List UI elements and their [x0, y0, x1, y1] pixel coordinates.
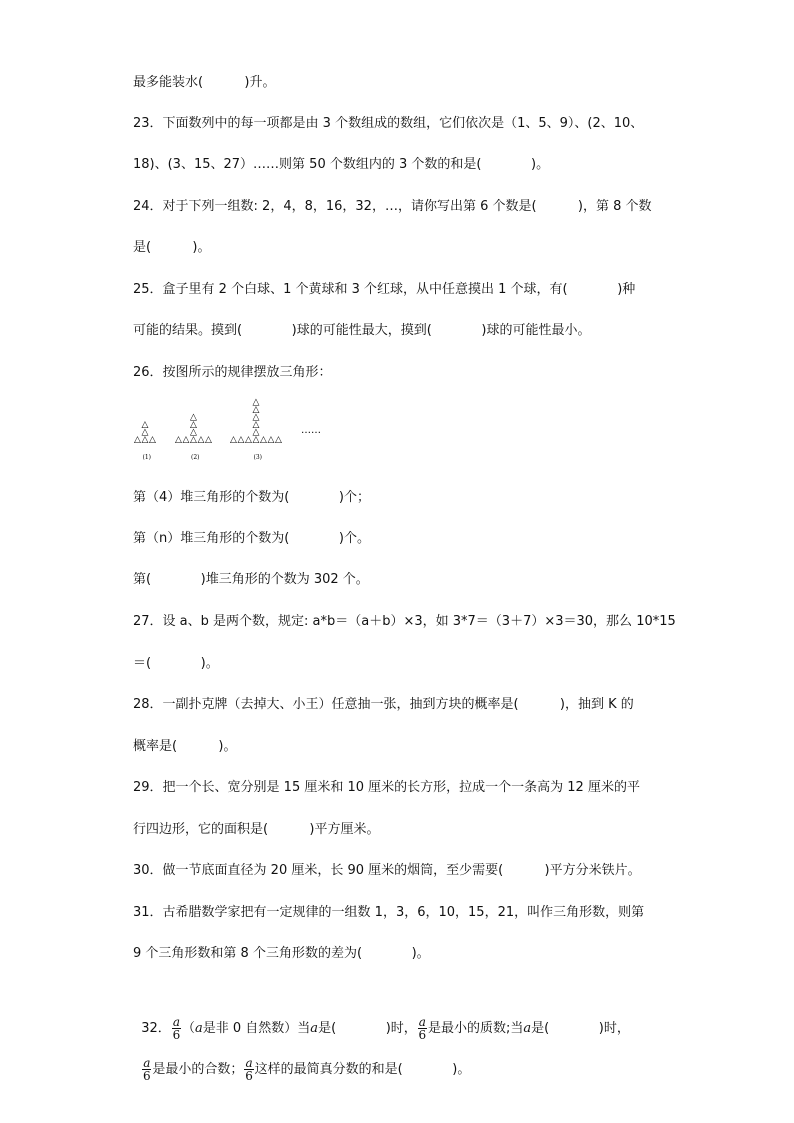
- q32-text-p4: 是最小的质数;当: [427, 1021, 524, 1036]
- triangle-icon: △: [141, 420, 149, 430]
- text-q31: 31．古希腊数学家把有一定规律的一组数 1，3，6，10，15，21，叫作三角形数，则第: [133, 905, 645, 920]
- text-q31-cont: 9 个三角形数和第 8 个三角形数的差为( )。: [133, 946, 430, 961]
- triangle-icon: △: [205, 435, 212, 445]
- text-q24-cont: 是( )。: [133, 240, 211, 255]
- line-02: [133, 115, 643, 133]
- triangle-stack-3: [230, 398, 282, 462]
- triangle-icon: △: [190, 427, 197, 438]
- text-q28-cont: 概率是( )。: [133, 739, 237, 754]
- text-q26-b: 第（n）堆三角形的个数为( )个。: [133, 531, 370, 546]
- triangle-icon: △: [190, 420, 197, 430]
- line-17: [133, 821, 379, 839]
- text-q28: 28．一副扑克牌（去掉大、小王）任意抽一张，抽到方块的概率是( )，抽到 K 的: [133, 697, 634, 712]
- line-10: [133, 530, 370, 548]
- triangle-icon: △: [252, 412, 260, 423]
- line-07: [133, 322, 590, 340]
- stack-label: (3): [253, 454, 262, 461]
- line-09: [133, 489, 370, 507]
- text-q22-end: 最多能装水( )升。: [133, 75, 276, 90]
- text-q23: 23．下面数列中的每一项都是由 3 个数组成的数组，它们依次是（1、5、9）、(2、10、: [133, 116, 644, 131]
- triangle-icon: △: [260, 435, 267, 445]
- variable-a: a: [523, 1021, 532, 1036]
- triangle-icon: △: [190, 435, 197, 445]
- triangle-stack-2: [175, 413, 212, 462]
- line-03: [133, 156, 549, 174]
- triangle-icon: △: [252, 427, 260, 438]
- figure-ellipsis: ……: [301, 425, 321, 436]
- line-19: [133, 904, 644, 922]
- triangle-icon: △: [245, 435, 252, 445]
- q32-number: 32．: [141, 1021, 171, 1036]
- line-01: [133, 74, 275, 92]
- line-06: [133, 281, 635, 299]
- triangle-icon: △: [190, 412, 197, 423]
- triangle-icon: △: [252, 420, 260, 430]
- q32-text-p2: 是非 0 自然数）当: [202, 1021, 311, 1036]
- stack-label: (2): [191, 454, 200, 461]
- line-04: [133, 198, 652, 216]
- fraction-denominator: 6: [143, 1069, 151, 1083]
- variable-a: a: [310, 1021, 319, 1036]
- triangle-icon: △: [252, 405, 260, 415]
- variable-a: a: [194, 1021, 203, 1036]
- text-q25-cont: 可能的结果。摸到( )球的可能性最大，摸到( )球的可能性最小。: [133, 323, 591, 338]
- triangle-icon: △: [252, 397, 260, 408]
- triangle-stack-1: [134, 420, 156, 461]
- q32-text-p7: 这样的最简真分数的和是( )。: [254, 1062, 471, 1077]
- line-12: [133, 613, 676, 631]
- line-08: [133, 364, 332, 382]
- triangle-icon: △: [175, 435, 182, 445]
- q32-line2: [133, 1025, 470, 1085]
- fraction-a-over-6: [244, 1057, 253, 1082]
- line-16: [133, 779, 640, 797]
- triangle-icon: △: [237, 435, 245, 445]
- fraction-numerator: a: [245, 1056, 253, 1070]
- q32-text-p3: 是( )时，: [318, 1021, 417, 1036]
- triangle-icon: △: [134, 435, 141, 445]
- line-13: [133, 655, 219, 673]
- line-11: [133, 571, 369, 589]
- text-q29: 29．把一个长、宽分别是 15 厘米和 10 厘米的长方形，拉成一个一条高为 12 厘米的平: [133, 780, 640, 795]
- fraction-numerator: a: [418, 1015, 426, 1029]
- triangle-icon: △: [275, 435, 282, 445]
- text-q27-cont: ＝( )。: [133, 656, 219, 671]
- q32-text-p1: （: [181, 1021, 195, 1036]
- q32-text-p5: 是( )时，: [531, 1021, 630, 1036]
- line-20: [133, 945, 430, 963]
- text-q24: 24．对于下列一组数: 2，4，8，16，32，…，请你写出第 6 个数是( )，第 8 个数: [133, 199, 652, 214]
- triangle-icon: △: [230, 435, 237, 445]
- triangle-icon: △: [267, 435, 275, 445]
- line-15: [133, 738, 236, 756]
- line-05: [133, 239, 210, 257]
- fraction-denominator: 6: [245, 1069, 253, 1083]
- triangle-icon: △: [141, 427, 149, 438]
- text-q26-c: 第( )堆三角形的个数为 302 个。: [133, 572, 369, 587]
- text-q30: 30．做一节底面直径为 20 厘米，长 90 厘米的烟筒，至少需要( )平方分米铁片。: [133, 863, 641, 878]
- q32-text-p6: 是最小的合数；: [152, 1062, 244, 1077]
- triangle-icon: △: [197, 435, 205, 445]
- text-q26-a: 第（4）堆三角形的个数为( )个；: [133, 490, 371, 505]
- line-18: [133, 862, 641, 880]
- text-q29-cont: 行四边形，它的面积是( )平方厘米。: [133, 822, 380, 837]
- fraction-numerator: a: [172, 1015, 180, 1029]
- text-q27: 27．设 a、b 是两个数，规定: a*b＝（a＋b）×3，如 3*7＝（3＋7）×3＝30，那么 10*15: [133, 614, 676, 629]
- fraction-a-over-6: [142, 1057, 151, 1082]
- triangle-pattern-figure: [130, 396, 350, 466]
- fraction-numerator: a: [143, 1056, 151, 1070]
- text-q23-cont: 18)、(3、15、27）……则第 50 个数组内的 3 个数的和是( )。: [133, 157, 550, 172]
- triangle-icon: △: [149, 435, 156, 445]
- triangle-icon: △: [141, 435, 149, 445]
- triangle-icon: △: [182, 435, 190, 445]
- text-q25: 25．盒子里有 2 个白球、1 个黄球和 3 个红球，从中任意摸出 1 个球，有( )种: [133, 282, 636, 297]
- triangle-icon: △: [252, 435, 260, 445]
- stack-label: (1): [142, 454, 151, 461]
- fraction-denominator: 6: [172, 1028, 181, 1042]
- text-q26: 26．按图所示的规律摆放三角形：: [133, 365, 332, 380]
- line-14: [133, 696, 634, 714]
- fraction-denominator: 6: [418, 1028, 427, 1042]
